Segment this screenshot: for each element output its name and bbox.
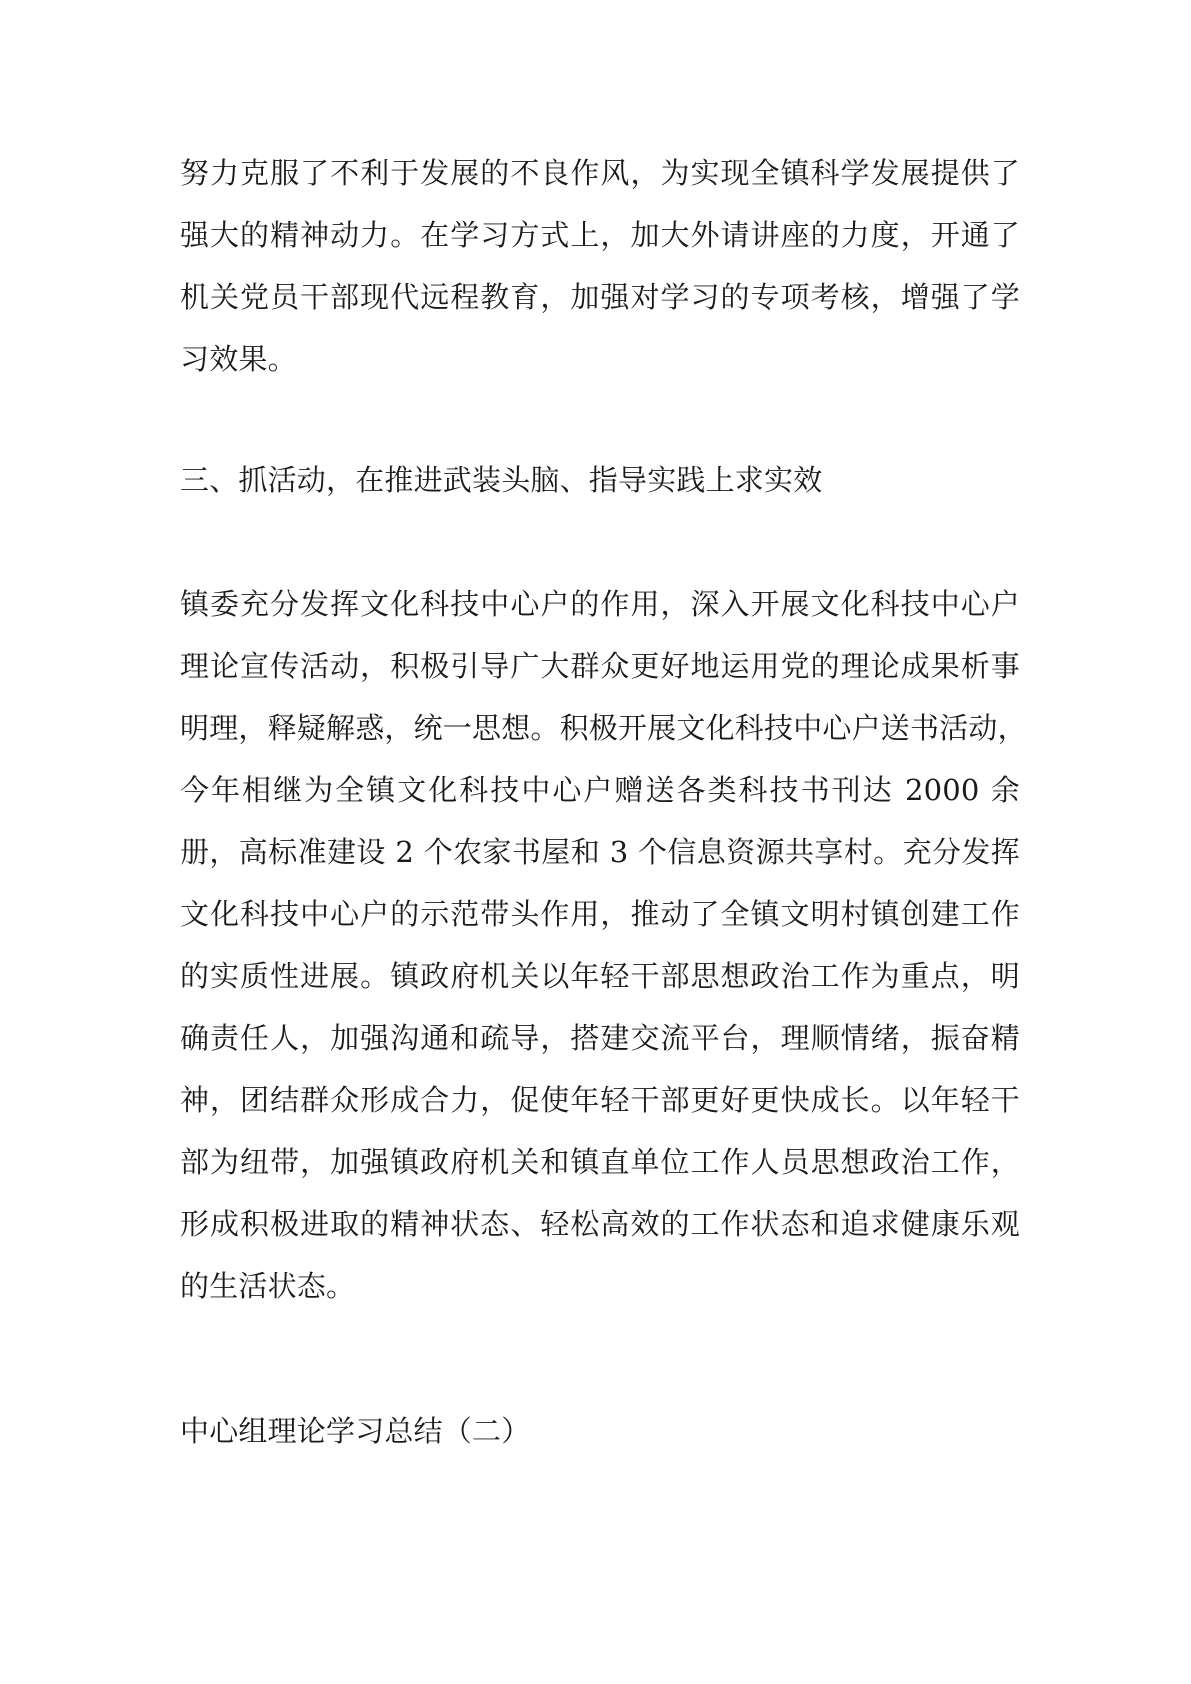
paragraph-line: 努力克服了不利于发展的不良作风，为实现全镇科学发展提供了 — [180, 156, 1020, 190]
paragraph-line: 的实质性进展。镇政府机关以年轻干部思想政治工作为重点，明 — [180, 959, 1020, 993]
paragraph-line: 部为纽带，加强镇政府机关和镇直单位工作人员思想政治工作， — [180, 1145, 1020, 1179]
paragraph-line: 今年相继为全镇文化科技中心户赠送各类科技书刊达 2000 余 — [180, 773, 1020, 807]
paragraph-line: 机关党员干部现代远程教育，加强对学习的专项考核，增强了学 — [180, 280, 1020, 314]
document-title-2 — [180, 1400, 1020, 1462]
paragraph-line: 强大的精神动力。在学习方式上，加大外请讲座的力度，开通了 — [180, 218, 1020, 252]
paragraph-line: 形成积极进取的精神状态、轻松高效的工作状态和追求健康乐观 — [180, 1207, 1020, 1241]
paragraph-line: 明理，释疑解惑，统一思想。积极开展文化科技中心户送书活动， — [180, 711, 1027, 745]
section-heading-3 — [180, 449, 1020, 511]
paragraph-line: 确责任人，加强沟通和疏导，搭建交流平台，理顺情绪，振奋精 — [180, 1021, 1020, 1055]
paragraph-line: 神，团结群众形成合力，促使年轻干部更好更快成长。以年轻干 — [180, 1083, 1020, 1117]
paragraph-line: 的生活状态。 — [180, 1269, 356, 1303]
paragraph-1 — [180, 142, 1020, 390]
document-title-text: 中心组理论学习总结（二） — [180, 1414, 531, 1448]
section-heading-text: 三、抓活动，在推进武装头脑、指导实践上求实效 — [180, 463, 823, 497]
paragraph-line: 习效果。 — [180, 342, 297, 376]
paragraph-2 — [180, 573, 1027, 1317]
paragraph-line: 理论宣传活动，积极引导广大群众更好地运用党的理论成果析事 — [180, 649, 1020, 683]
paragraph-line: 文化科技中心户的示范带头作用，推动了全镇文明村镇创建工作 — [180, 897, 1020, 931]
paragraph-line: 册，高标准建设 2 个农家书屋和 3 个信息资源共享村。充分发挥 — [180, 835, 1020, 869]
paragraph-line: 镇委充分发挥文化科技中心户的作用，深入开展文化科技中心户 — [180, 587, 1020, 621]
